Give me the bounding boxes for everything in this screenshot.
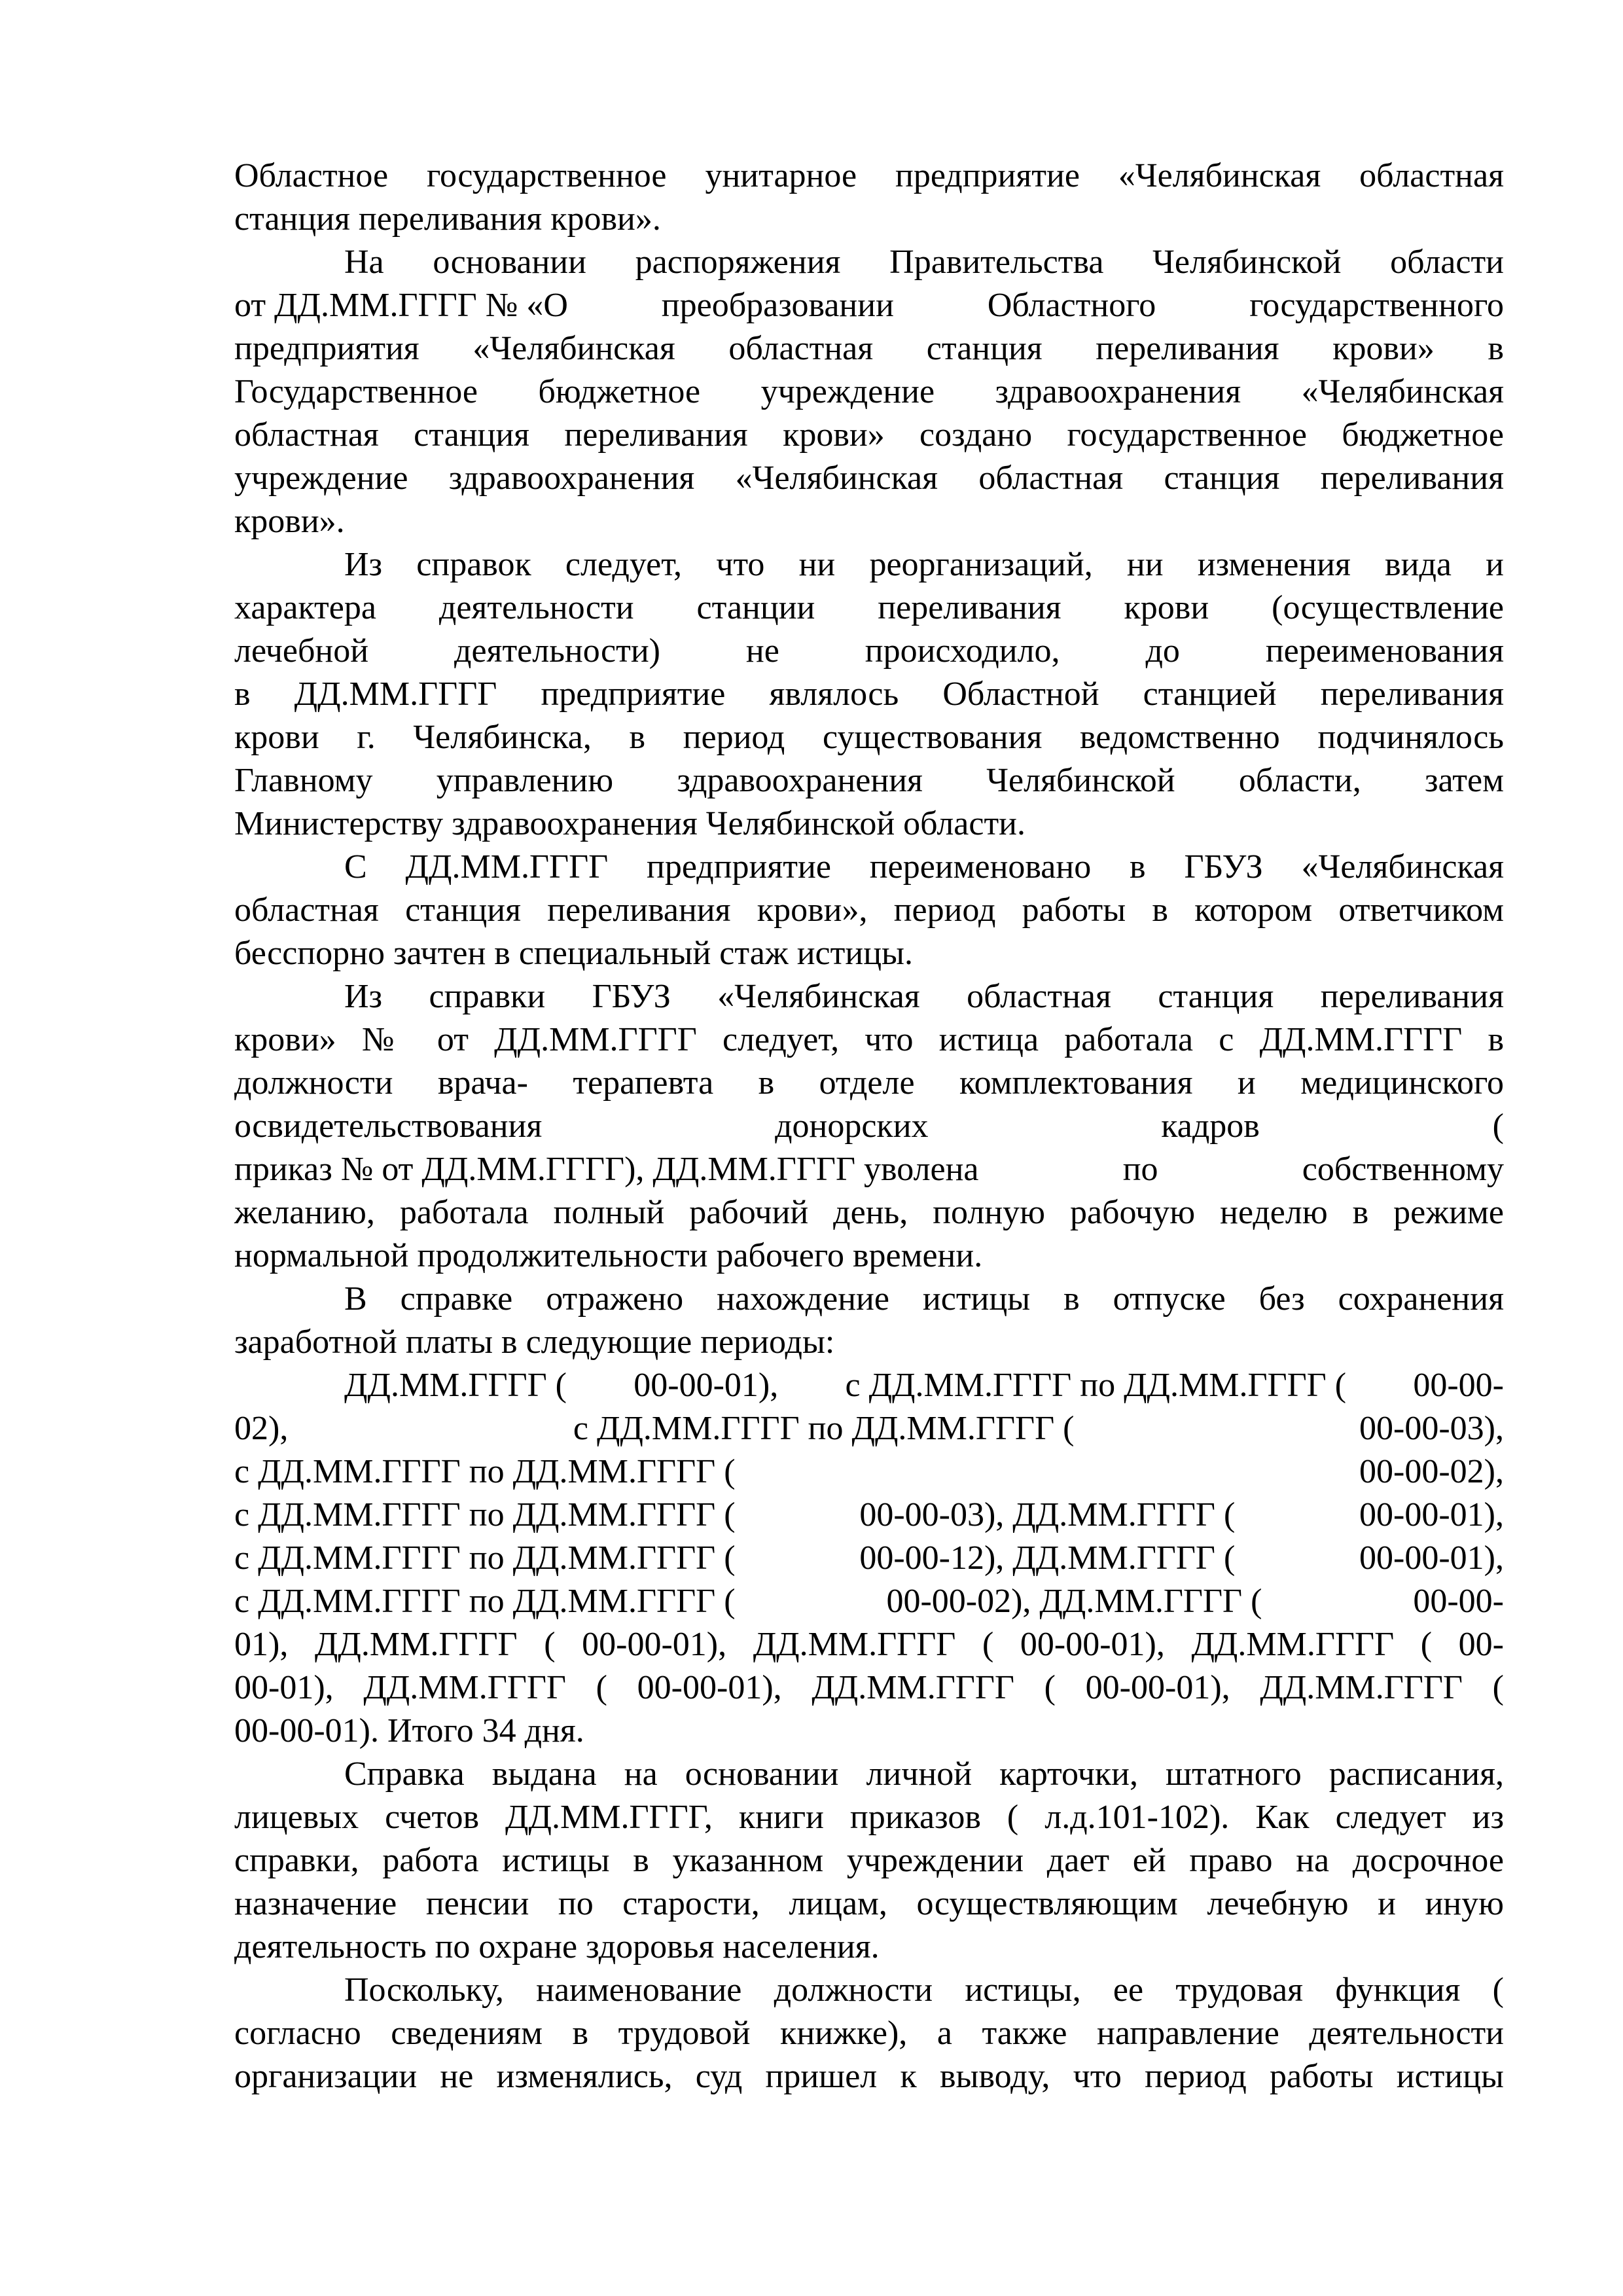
paragraph	[234, 1278, 1504, 1364]
text-line: Министерству здравоохранения Челябинской области.	[234, 805, 1026, 842]
text-line: предприятия «Челябинская областная станция переливания крови» в	[234, 330, 1504, 367]
text-line	[234, 1105, 1504, 1148]
paragraph	[234, 846, 1504, 975]
text-segment: освидетельствования	[234, 1107, 543, 1145]
text-segment: 00-00-01),	[633, 1367, 779, 1404]
text-line: Из справки ГБУЗ «Челябинская областная станция переливания	[344, 978, 1504, 1015]
text-line	[234, 1407, 1504, 1450]
text-line: нормальной продолжительности рабочего времени.	[234, 1237, 983, 1274]
text-line: На основании распоряжения Правительства Челябинской области	[344, 243, 1504, 281]
text-line	[234, 1537, 1504, 1580]
text-line: назначение пенсии по старости, лицам, осуществляющим лечебную и иную	[234, 1885, 1504, 1922]
text-segment: с ДД.ММ.ГГГГ по ДД.ММ.ГГГГ (	[234, 1453, 736, 1490]
text-line: областная станция переливания крови» создано государственное бюджетное	[234, 416, 1504, 454]
text-line: желанию, работала полный рабочий день, полную рабочую неделю в режиме	[234, 1194, 1504, 1231]
text-line: справки, работа истицы в указанном учреждении дает ей право на досрочное	[234, 1842, 1504, 1879]
text-line: деятельность по охране здоровья населения.	[234, 1928, 880, 1965]
text-segment: 00-00-01),	[1359, 1496, 1504, 1534]
paragraph	[234, 543, 1504, 846]
text-line	[234, 1364, 1504, 1407]
text-line: заработной платы в следующие периоды:	[234, 1323, 835, 1361]
text-line: крови г. Челябинска, в период существования ведомственно подчинялось	[234, 719, 1504, 756]
text-segment: 00-00-	[1413, 1367, 1504, 1404]
text-line: областная станция переливания крови», период работы в котором ответчиком	[234, 891, 1504, 929]
text-segment: с ДД.ММ.ГГГГ по ДД.ММ.ГГГГ (	[234, 1539, 736, 1577]
text-line	[234, 1148, 1504, 1191]
text-segment: 00-00-02), ДД.ММ.ГГГГ (	[886, 1583, 1262, 1620]
paragraph	[234, 241, 1504, 543]
text-segment: с ДД.ММ.ГГГГ по ДД.ММ.ГГГГ (	[234, 1496, 736, 1534]
text-line: характера деятельности станции переливания крови (осуществление	[234, 589, 1504, 626]
text-line: Из справок следует, что ни реорганизаций, ни изменения вида и	[344, 546, 1504, 583]
text-segment: 00-00-03),	[1359, 1410, 1504, 1447]
text-line: лицевых счетов ДД.ММ.ГГГГ, книги приказов ( л.д.101-102). Как следует из	[234, 1799, 1504, 1836]
text-line: Главному управлению здравоохранения Челябинской области, затем	[234, 762, 1504, 799]
text-segment: 00-00-01),	[1359, 1539, 1504, 1577]
text-line: бесспорно зачтен в специальный стаж истицы.	[234, 935, 913, 972]
text-segment: донорских	[775, 1107, 929, 1145]
text-line: Областное государственное унитарное предприятие «Челябинская областная	[234, 157, 1504, 194]
text-line: лечебной деятельности) не происходило, до переименования	[234, 632, 1504, 670]
text-segment: ДД.ММ.ГГГГ (	[344, 1367, 567, 1404]
text-segment: по	[1122, 1151, 1158, 1188]
text-line: Государственное бюджетное учреждение здравоохранения «Челябинская	[234, 373, 1504, 410]
paragraph	[234, 154, 1504, 241]
text-line	[234, 1494, 1504, 1537]
paragraph	[234, 1753, 1504, 1969]
paragraph	[234, 975, 1504, 1278]
text-line: организации не изменялись, суд пришел к выводу, что период работы истицы	[234, 2058, 1504, 2095]
text-segment: государственного	[1249, 287, 1504, 324]
text-line: согласно сведениям в трудовой книжке), а также направление деятельности	[234, 2015, 1504, 2052]
text-line: должности врача- терапевта в отделе комплектования и медицинского	[234, 1064, 1504, 1102]
paragraph	[234, 1364, 1504, 1753]
text-segment: (	[1492, 1107, 1504, 1145]
text-segment: от ДД.ММ.ГГГГ № «О	[234, 287, 568, 324]
text-line: Справка выдана на основании личной карточки, штатного расписания,	[344, 1755, 1504, 1793]
text-line: крови» № от ДД.ММ.ГГГГ следует, что истица работала с ДД.ММ.ГГГГ в	[234, 1021, 1504, 1058]
text-segment: 00-00-02),	[1359, 1453, 1504, 1490]
text-line: 01), ДД.ММ.ГГГГ ( 00-00-01), ДД.ММ.ГГГГ ( 00-00-01), ДД.ММ.ГГГГ ( 00-	[234, 1626, 1504, 1663]
text-line	[234, 1580, 1504, 1623]
text-segment: с ДД.ММ.ГГГГ по ДД.ММ.ГГГГ (	[845, 1367, 1347, 1404]
text-segment: 02),	[234, 1410, 289, 1447]
text-segment: с ДД.ММ.ГГГГ по ДД.ММ.ГГГГ (	[573, 1410, 1075, 1447]
text-line: учреждение здравоохранения «Челябинская областная станция переливания	[234, 459, 1504, 497]
paragraph	[234, 1969, 1504, 2098]
text-segment: преобразовании	[661, 287, 894, 324]
text-segment: 00-00-12), ДД.ММ.ГГГГ (	[859, 1539, 1236, 1577]
text-line: в ДД.ММ.ГГГГ предприятие являлось Областной станцией переливания	[234, 675, 1504, 713]
text-segment: 00-00-03), ДД.ММ.ГГГГ (	[859, 1496, 1236, 1534]
text-line: Поскольку, наименование должности истицы, ее трудовая функция (	[344, 1971, 1504, 2009]
text-segment: Областного	[987, 287, 1156, 324]
text-line: 00-00-01). Итого 34 дня.	[234, 1712, 584, 1749]
text-segment: приказ № от ДД.ММ.ГГГГ), ДД.ММ.ГГГГ уволена	[234, 1151, 979, 1188]
text-segment: с ДД.ММ.ГГГГ по ДД.ММ.ГГГГ (	[234, 1583, 736, 1620]
text-line: В справке отражено нахождение истицы в отпуске без сохранения	[344, 1280, 1504, 1318]
text-line	[234, 284, 1504, 327]
text-line: станция переливания крови».	[234, 200, 661, 238]
text-line: 00-01), ДД.ММ.ГГГГ ( 00-00-01), ДД.ММ.ГГГГ ( 00-00-01), ДД.ММ.ГГГГ (	[234, 1669, 1504, 1706]
text-segment: кадров	[1161, 1107, 1260, 1145]
text-line: крови».	[234, 503, 345, 540]
text-segment: 00-00-	[1413, 1583, 1504, 1620]
text-line: С ДД.ММ.ГГГГ предприятие переименовано в ГБУЗ «Челябинская	[344, 848, 1504, 886]
text-line	[234, 1450, 1504, 1494]
text-segment: собственному	[1302, 1151, 1504, 1188]
